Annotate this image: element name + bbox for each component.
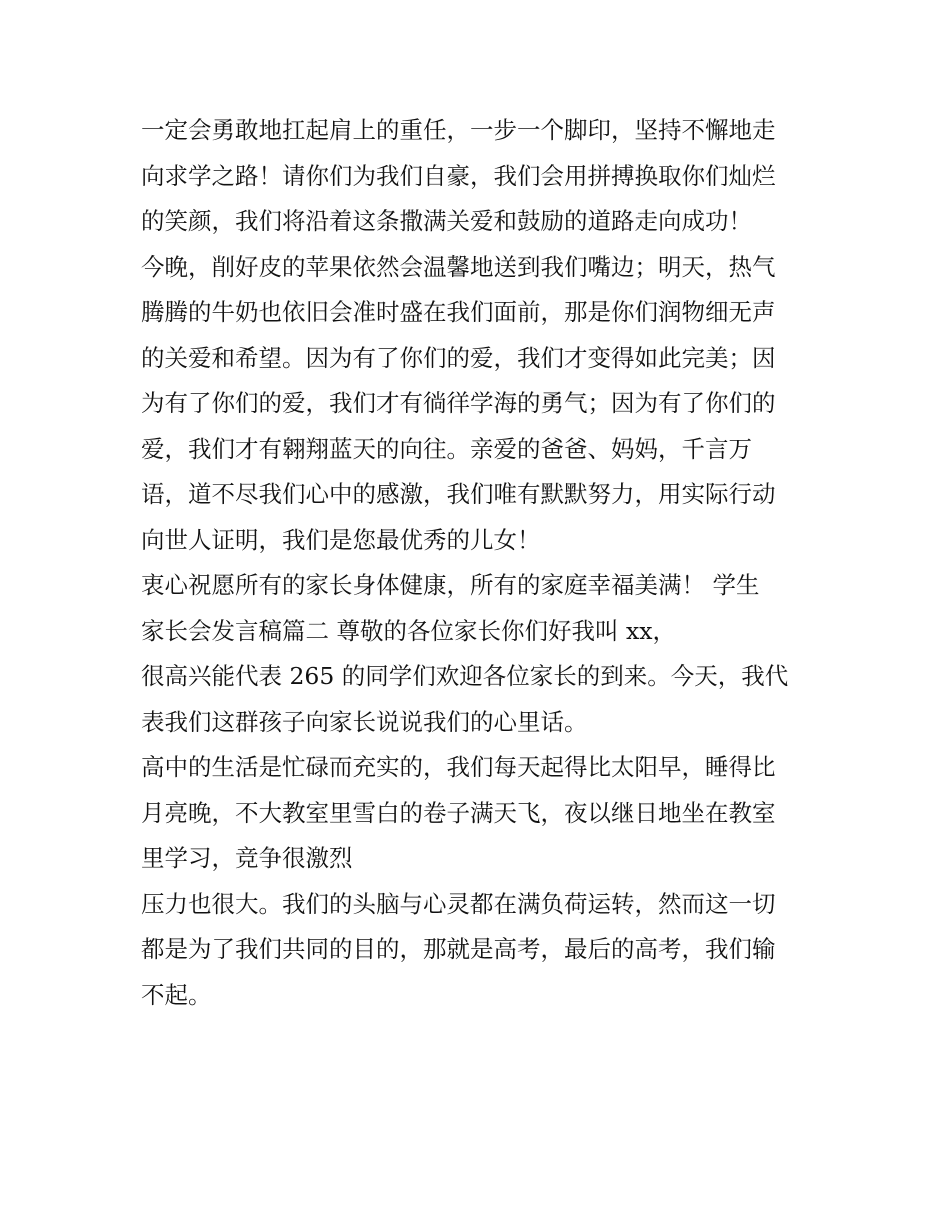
text-line: 的笑颜，我们将沿着这条撒满关爱和鼓励的道路走向成功！ xyxy=(141,207,752,235)
text-line: 月亮晚，不大教室里雪白的卷子满天飞，夜以继日地坐在教室 xyxy=(141,798,776,827)
text-line: 衷心祝愿所有的家长身体健康，所有的家庭幸福美满！ 学生 xyxy=(141,571,760,599)
text-line: 语，道不尽我们心中的感激，我们唯有默默努力，用实际行动 xyxy=(141,480,776,508)
text-line: 压力也很大。我们的头脑与心灵都在满负荷运转，然而这一切 xyxy=(141,889,776,918)
text-line: 为有了你们的爱，我们才有徜徉学海的勇气；因为有了你们的 xyxy=(141,389,776,417)
text-line: 的关爱和希望。因为有了你们的爱，我们才变得如此完美；因 xyxy=(141,343,776,372)
text-line: 向世人证明，我们是您最优秀的儿女！ xyxy=(141,525,541,554)
body-text xyxy=(141,108,816,1018)
text-line: 腾腾的牛奶也依旧会准时盛在我们面前，那是你们润物细无声 xyxy=(141,298,776,326)
text-line: 今晚，削好皮的苹果依然会温馨地送到我们嘴边；明天，热气 xyxy=(141,252,776,281)
text-line: 爱，我们才有翱翔蓝天的向往。亲爱的爸爸、妈妈，千言万 xyxy=(141,434,752,463)
text-line: 都是为了我们共同的目的，那就是高考，最后的高考，我们输 xyxy=(141,935,776,963)
text-line: 表我们这群孩子向家长说说我们的心里话。 xyxy=(141,707,588,736)
text-line: 不起。 xyxy=(141,980,212,1009)
text-line: 一定会勇敢地扛起肩上的重任，一步一个脚印，坚持不懈地走 xyxy=(141,116,776,144)
text-line: 里学习，竞争很激烈 xyxy=(141,844,353,872)
text-line: 很高兴能代表 265 的同学们欢迎各位家长的到来。今天，我代 xyxy=(141,662,789,690)
text-line: 家长会发言稿篇二 尊敬的各位家长你们好我叫 xx， xyxy=(141,616,676,645)
text-line: 向求学之路！请你们为我们自豪，我们会用拼搏换取你们灿烂 xyxy=(141,161,776,190)
text-line: 高中的生活是忙碌而充实的，我们每天起得比太阳早，睡得比 xyxy=(141,753,776,781)
